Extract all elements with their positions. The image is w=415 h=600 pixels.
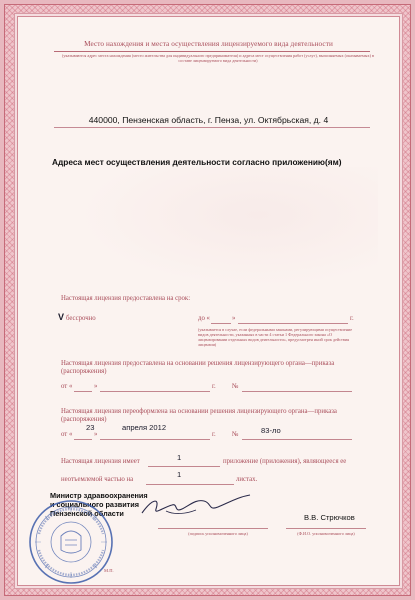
reissue-day: 23 — [86, 423, 95, 432]
addresses-note: Адреса мест осуществления деятельности согласно приложению(ям) — [52, 157, 342, 167]
term-until-mid: » — [232, 315, 236, 322]
term-until-suffix: г. — [350, 315, 354, 322]
term-note: (указывается в случае, если федеральными законами, регулирующими осуществление видов деятельности, указанных в части 4 статьи 1 Федерального закона «О лицензировании отдельных видов деятельности», предусмотрен иной срок действия лицензии) — [198, 327, 353, 347]
reissue-day-line — [74, 439, 92, 440]
term-indefinite: бессрочно — [66, 315, 96, 322]
grant-from: от « — [61, 383, 73, 390]
reissue-number-line — [242, 439, 352, 440]
grant-number-line — [242, 391, 352, 392]
reissue-number: 83-ло — [261, 426, 281, 435]
section-subtitle: (указываются адрес места нахождения (место жительства для индивидуального предпринимателя) и адреса мест осуществления работ (услуг), выполняемых (оказываемых) в составе лицензируемого вида деятельности) — [61, 53, 375, 63]
reissue-mid: » — [94, 431, 98, 438]
checkmark: V — [58, 312, 65, 322]
reissue-month-year: апреля 2012 — [122, 423, 167, 432]
grant-day-line — [74, 391, 92, 392]
grant-date-line — [100, 391, 210, 392]
faded-background-print — [78, 167, 378, 287]
name-line — [286, 528, 366, 529]
address-underline — [54, 127, 370, 128]
official-seal — [27, 498, 115, 586]
signatory-org-line1: Министр здравоохранения — [50, 491, 148, 500]
stamp-place-label: М.П. — [104, 568, 114, 573]
term-until-prefix: до « — [198, 315, 210, 322]
appendix-has-label: Настоящая лицензия имеет — [61, 458, 140, 465]
name-caption: (Ф.И.О. уполномоченного лица) — [297, 531, 355, 536]
reissue-from: от « — [61, 431, 73, 438]
term-label: Настоящая лицензия предоставлена на срок: — [61, 295, 191, 302]
reissue-number-sign: № — [232, 431, 239, 438]
term-day-line — [211, 323, 231, 324]
signatory-org-line2: и социального развития — [50, 500, 139, 509]
appendix-count: 1 — [177, 453, 182, 462]
signatory-org-line3: Пензенской области — [50, 509, 124, 518]
reissue-date-line — [100, 439, 210, 440]
reissue-year: г. — [212, 431, 216, 438]
appendix-sheets-label: листах. — [236, 476, 258, 483]
grant-label: Настоящая лицензия предоставлена на основании решения лицензирующего органа—приказа (распоряжения) — [61, 360, 335, 375]
reissue-label: Настоящая лицензия переоформлена на основании решения лицензирующего органа—приказа (распоряжения) — [61, 408, 337, 423]
handwritten-signature — [138, 487, 254, 521]
appendix-count-line — [148, 466, 220, 467]
appendix-integral-label: неотъемлемой частью на — [61, 476, 134, 483]
title-underline — [54, 51, 370, 52]
term-date-line — [238, 323, 348, 324]
appendix-sheets-line — [146, 484, 234, 485]
appendix-suffix: приложение (приложения), являющееся ее — [223, 458, 347, 465]
signature-caption: (подпись уполномоченного лица) — [188, 531, 248, 536]
address-value: 440000, Пензенская область, г. Пенза, ул. Октябрьская, д. 4 — [88, 115, 329, 125]
grant-mid: » — [94, 383, 98, 390]
grant-number-sign: № — [232, 383, 239, 390]
section-title: Место нахождения и места осуществления лицензируемого вида деятельности — [84, 40, 333, 48]
grant-year: г. — [212, 383, 216, 390]
signatory-name: В.В. Стрючков — [304, 513, 355, 522]
appendix-sheets: 1 — [177, 470, 182, 479]
signature-line — [158, 528, 268, 529]
